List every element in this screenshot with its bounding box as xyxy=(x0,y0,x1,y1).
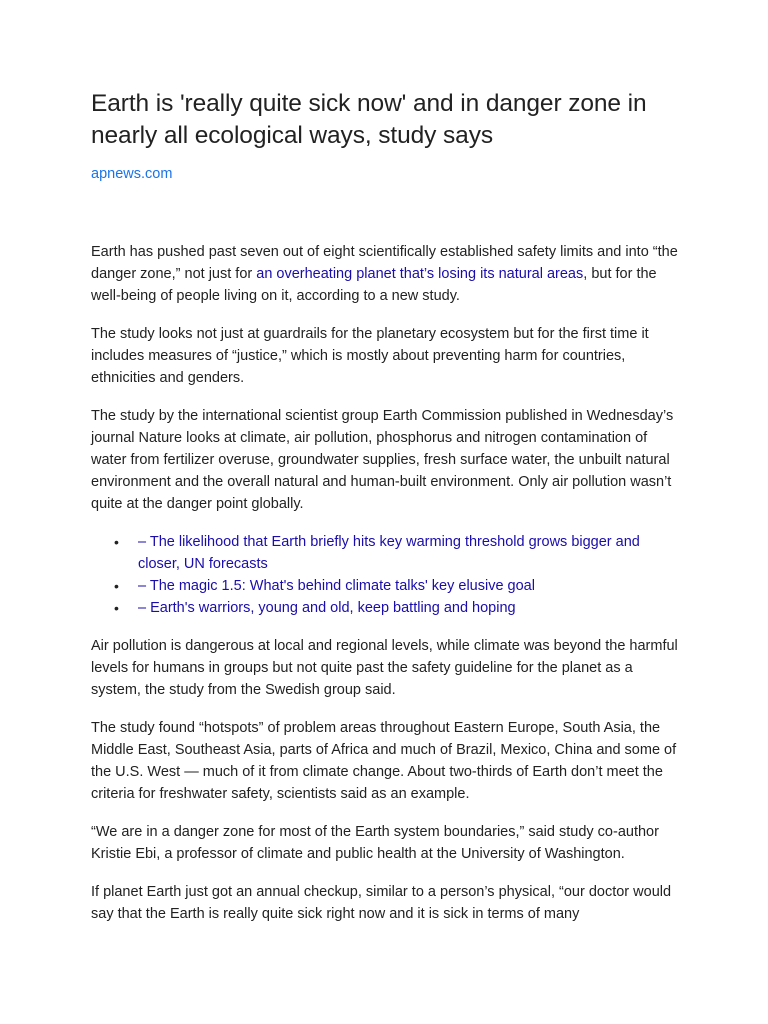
paragraph-2: The study looks not just at guardrails for the planetary ecosystem but for the first time it includes measures of “justice,” which is mostly about preventing harm for countries, ethnicities and genders. xyxy=(91,326,649,386)
related-link-item xyxy=(114,575,681,597)
article-body xyxy=(91,241,681,925)
bullet-icon: • xyxy=(114,534,119,550)
paragraph-1 xyxy=(91,241,681,307)
inline-link-overheating-planet[interactable]: an overheating planet that’s losing its natural areas xyxy=(256,266,584,282)
bullet-icon: • xyxy=(114,600,119,616)
paragraph-7: If planet Earth just got an annual checkup, similar to a person’s physical, “our doctor would say that the Earth is really quite sick right now and it is sick in terms of many xyxy=(91,884,672,922)
related-links-list xyxy=(91,531,681,619)
bullet-icon: • xyxy=(114,578,119,594)
paragraph-3: The study by the international scientist group Earth Commission published in Wednesday’s journal Nature looks at climate, air pollution, phosphorus and nitrogen contamination of water from fertilizer overuse, groundwater supplies, fresh surface water, the unbuilt natural environment and the overall natural and human-built environment. Only air pollution wasn’t quite at the danger point globally. xyxy=(91,408,674,512)
article-title: Earth is 'really quite sick now' and in danger zone in nearly all ecological ways, study says xyxy=(91,90,647,149)
paragraph-5: The study found “hotspots” of problem areas throughout Eastern Europe, South Asia, the Middle East, Southeast Asia, parts of Africa and much of Brazil, Mexico, China and some of the U.S. West — much of it from climate change. About two-thirds of Earth don’t meet the criteria for freshwater safety, scientists said as an example. xyxy=(91,720,677,802)
paragraph-1-text-start: Earth has pushed past seven out of eight scientifically established safety limits and into “the danger zone,” not just for xyxy=(91,244,678,282)
related-link-item xyxy=(114,531,681,575)
paragraph-1-text-end: , but for the well-being of people living on it, according to a new study. xyxy=(91,266,657,304)
related-link-warming-threshold[interactable]: – The likelihood that Earth briefly hits key warming threshold grows bigger and closer, UN forecasts xyxy=(138,534,640,572)
related-link-earths-warriors[interactable]: – Earth's warriors, young and old, keep battling and hoping xyxy=(138,600,516,616)
source-link[interactable]: apnews.com xyxy=(91,166,173,182)
article xyxy=(91,88,681,941)
paragraph-4: Air pollution is dangerous at local and regional levels, while climate was beyond the harmful levels for humans in groups but not quite past the safety guideline for the planet as a system, the study from the Swedish group said. xyxy=(91,638,678,698)
related-link-magic-1-5[interactable]: – The magic 1.5: What's behind climate talks' key elusive goal xyxy=(138,578,535,594)
related-link-item xyxy=(114,597,681,619)
paragraph-6: “We are in a danger zone for most of the Earth system boundaries,” said study co-author Kristie Ebi, a professor of climate and public health at the University of Washington. xyxy=(91,824,659,862)
